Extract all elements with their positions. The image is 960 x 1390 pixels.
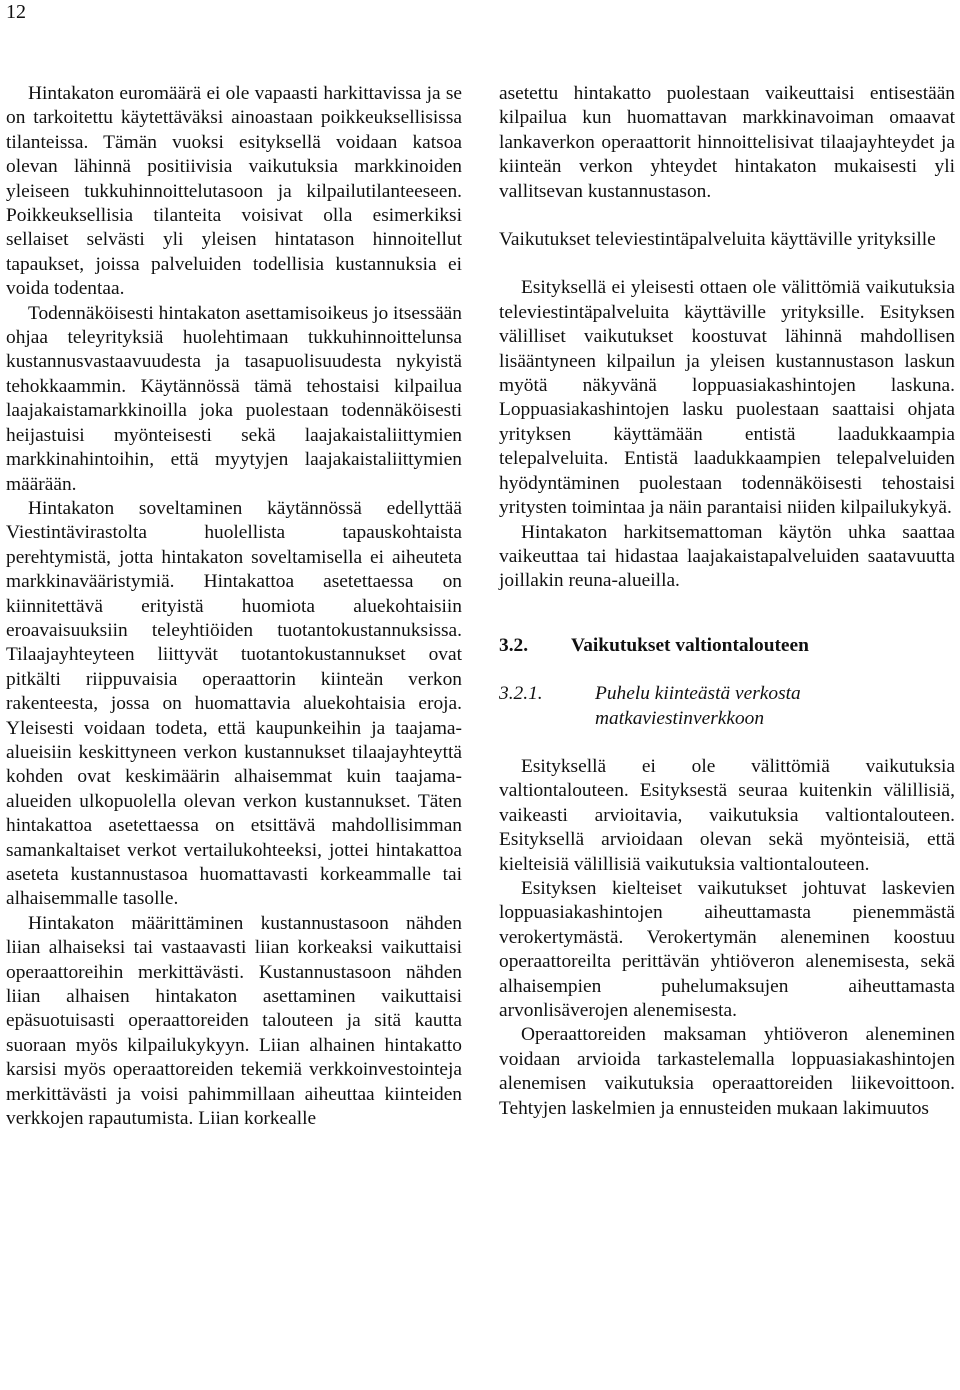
left-column: [6, 82, 462, 1131]
section-heading: [499, 634, 955, 658]
page-number: 12: [6, 1, 26, 23]
body-paragraph: Hintakaton soveltaminen käytännössä edellyttää Viestintävirastolta huolellista tapauskohtaista perehtymistä, jotta hintakaton soveltamisella ei aiheuteta markkinavääristymiä. Hintakattoa asetettaessa on kiinnitettävä erityistä huomiota aluekohtaisiin eroavaisuuksiin teleyhtiöiden tuotantokustannuksissa. Tilaajayhteyteen liittyvät tuotantokustannukset ovat pitkälti riippuvaisia operaattorin kiinteän verkon rakenteesta, jossa on huomattavia aluekohtaisia eroja. Yleisesti voidaan todeta, että kaupunkeihin ja taajama-alueisiin keskittyneen verkon kustannukset tilaajayhteyttä kohden ovat keskimäärin alhaisemmat kuin taajama-alueiden ulkopuolella olevan verkon kustannukset. Täten hintakattoa asetettaessa on etsittävä mahdollisimman samankaltaiset verkot vertailukohteeksi, jottei hintakattoa aseteta kustannustasoa huomattavasti korkeammalle tai alhaisemmalle tasolle.: [6, 497, 462, 910]
body-paragraph: Todennäköisesti hintakaton asettamisoikeus jo itsessään ohjaa teleyrityksiä huolehtimaan tukkuhinnoittelunsa kustannusvastaavuudesta ja tasapuolisuudesta nykyistä tehokkaammin. Käytännössä tämä tehostaisi kilpailua laajakaistamarkkinoilla joka puolestaan todennäköisesti heijastuisi myönteisesti sekä laajakaistaliittymien markkinahintoihin, että myytyjen laajakaistaliittymien määrään.: [6, 302, 462, 495]
subsection-heading: [499, 682, 955, 731]
body-paragraph: Hintakaton harkitsemattoman käytön uhka saattaa vaikeuttaa tai hidastaa laajakaistapalveluiden saatavuutta joillakin reuna-alueilla.: [499, 521, 955, 592]
body-paragraph: asetettu hintakatto puolestaan vaikeuttaisi entisestään kilpailua kun huomattavan markkinavoiman omaavat lankaverkon operaattorit hinnoittelisivat tilaajayhteydet ja kiinteän verkon yhteydet hintakaton mukaisesti yli vallitsevan kustannustason.: [499, 83, 955, 202]
body-paragraph: Hintakaton määrittäminen kustannustasoon nähden liian alhaiseksi tai vastaavasti liian korkeaksi vaikuttaisi operaattoreihin merkittävästi. Kustannustasoon nähden liian alhaisen hintakaton asettaminen vaikuttaisi epäsuotuisasti operaattoreiden talouteen ja sitä kautta suoraan myös kilpailukykyyn. Liian alhainen hintakatto karsisi myös operaattoreiden tekemiä verkkoinvestointeja merkittävästi ja voisi pahimmillaan aiheuttaa kiinteiden verkkojen rapautumista. Liian korkealle: [6, 912, 462, 1130]
body-paragraph: Esityksen kielteiset vaikutukset johtuvat laskevien loppuasiakashintojen aiheuttamasta pienemmästä verokertymästä. Verokertymän aleneminen koostuu operaattoreilta perittävän yhtiöveron alenemisesta, sekä alhaisempien puhelumaksujen aiheuttamasta arvonlisäverojen alenemisesta.: [499, 877, 955, 1021]
right-column: [499, 82, 955, 1121]
body-paragraph: Esityksellä ei ole välittömiä vaikutuksia valtiontalouteen. Esityksestä seuraa kuitenkin välillisiä, vaikeasti arvioitavia, vaikutuksia valtiontalouteen. Esityksellä arvioidaan olevan sekä myönteisiä, että kielteisiä välillisiä vaikutuksia valtiontalouteen.: [499, 755, 955, 875]
section-number: 3.2.: [499, 634, 529, 656]
subsection-title: Puhelu kiinteästä verkosta matkaviestinverkkoon: [595, 683, 801, 729]
body-paragraph: Operaattoreiden maksaman yhtiöveron aleneminen voidaan arvioida tarkastelemalla loppuasiakashintojen alenemisen vaikutuksia operaattoreiden liikevoittoon. Tehtyjen laskelmien ja ennusteiden mukaan lakimuutos: [499, 1024, 955, 1119]
subsection-number: 3.2.1.: [499, 683, 543, 705]
subheading: Vaikutukset televiestintäpalveluita käyttäville yrityksille: [499, 229, 936, 251]
body-paragraph: Esityksellä ei yleisesti ottaen ole välittömiä vaikutuksia televiestintäpalveluita käyttäville yrityksille. Esityksen välilliset vaikutukset koostuvat lähinnä mahdollisen lisääntyneen kilpailun ja yleisen kustannustason laskun myötä näkyvänä loppuasiakashintojen laskuna. Loppuasiakashintojen lasku puolestaan saattaisi ohjata yrityksen käyttämään entistä laadukkaampia telepalveluita. Entistä laadukkaampien telepalveluiden hyödyntäminen puolestaan todennäköisesti tehostaisi yritysten toimintaa ja näin parantaisi niiden kilpailukykyä.: [499, 277, 955, 519]
body-paragraph: Hintakaton euromäärä ei ole vapaasti harkittavissa ja se on tarkoitettu käytettäväksi ainoastaan poikkeuksellisissa tilanteissa. Tämän vuoksi esityksellä voidaan katsoa olevan lähinnä positiivisia vaikutuksia markkinoiden yleiseen tukkuhinnoittelutasoon ja kilpailutilanteeseen. Poikkeuksellisia tilanteita voisivat olla esimerkiksi sellaiset selvästi yli yleisen hintatason hinnoitellut tapaukset, joissa palveluiden todellisia kustannuksia ei voida todentaa.: [6, 83, 462, 300]
section-title: Vaikutukset valtiontalouteen: [571, 634, 809, 656]
